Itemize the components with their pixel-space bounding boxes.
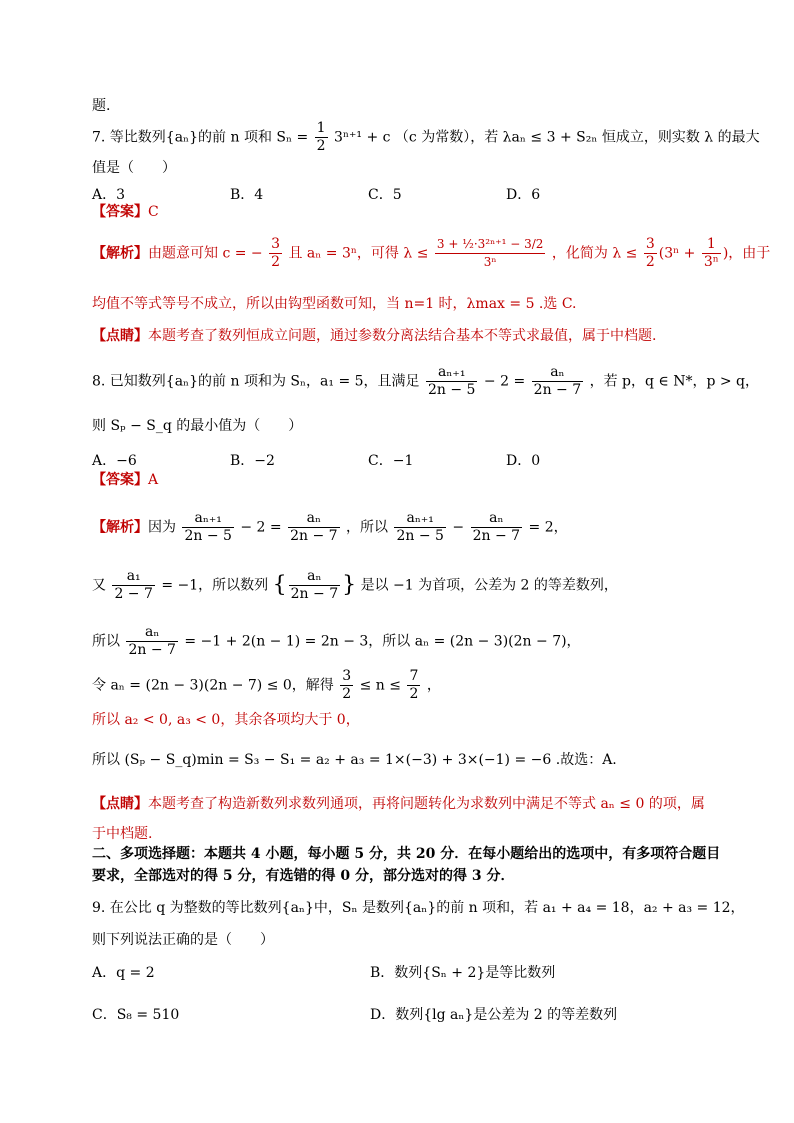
- answer-value: A: [148, 472, 159, 488]
- q8-dianjing-cont: 于中档题.: [92, 826, 153, 842]
- numerator: aₙ: [288, 510, 339, 528]
- explanation-text: 因为: [148, 519, 176, 536]
- option-a[interactable]: A．q = 2: [92, 965, 155, 981]
- fraction: [435, 236, 546, 271]
- dianjing-label: 【点睛】: [92, 328, 148, 344]
- explanation-text: ，化简为 λ ≤: [551, 245, 638, 262]
- explanation-text: = −1 + 2(n − 1) = 2n − 3，所以 aₙ = (2n − 3)(2n − 7)，: [184, 633, 581, 650]
- explanation-label: 【解析】: [92, 245, 148, 262]
- numerator: 1: [316, 120, 326, 136]
- explanation-text: − 2 =: [240, 519, 282, 536]
- brace-right: }: [342, 572, 357, 598]
- fraction: [702, 236, 721, 271]
- option-b[interactable]: B．数列{Sₙ + 2}是等比数列: [370, 965, 556, 981]
- denominator: 2n − 7: [290, 586, 339, 602]
- q8-text-a: 8. 已知数列{aₙ}的前 n 项和为 Sₙ，a₁ = 5，且满足: [92, 373, 420, 390]
- explanation-text: 由题意可知 c = −: [148, 245, 263, 262]
- q8-stem-cont: 则 Sₚ − S_q 的最小值为（ ）: [92, 418, 303, 434]
- denominator: 2n − 5: [184, 528, 232, 544]
- numerator: 3: [342, 668, 352, 684]
- option-b[interactable]: B．−2: [230, 453, 275, 469]
- fraction: [288, 510, 339, 545]
- explanation-text: −: [452, 519, 465, 536]
- explanation-text: 所以: [92, 633, 120, 650]
- answer-value: C: [148, 204, 159, 220]
- q8-dianjing: [92, 794, 705, 814]
- q7-text-b: 3ⁿ⁺¹ + c （c 为常数），若 λaₙ ≤ 3 + S₂ₙ 恒成立，则实数 λ 的最大: [334, 129, 760, 146]
- q7-explanation: [92, 236, 770, 271]
- explanation-text: 是以 −1 为首项，公差为 2 的等差数列，: [360, 577, 618, 594]
- section-heading-cont: 要求，全部选对的得 5 分，有选错的得 0 分，部分选对的得 3 分．: [92, 868, 515, 884]
- q7-explanation-cont: 均值不等式等号不成立，所以由钩型函数可知，当 n=1 时，λmax = 5 .选 C.: [92, 296, 577, 312]
- fraction: [532, 364, 583, 399]
- option-c[interactable]: C．S₈ = 510: [92, 1007, 180, 1023]
- numerator: aₙ: [532, 364, 583, 382]
- denominator: 2: [271, 254, 281, 270]
- q9-stem-cont: 则下列说法正确的是（ ）: [92, 932, 274, 948]
- q8-explanation-5: 所以 a₂ < 0, a₃ < 0，其余各项均大于 0，: [92, 712, 360, 728]
- option-d[interactable]: D．6: [506, 187, 541, 203]
- explanation-text: = 2，: [528, 519, 568, 536]
- fraction: [126, 624, 177, 659]
- fraction: [426, 364, 477, 399]
- option-a[interactable]: A．−6: [92, 453, 137, 469]
- q7-text-a: 7. 等比数列{aₙ}的前 n 项和 Sₙ =: [92, 129, 313, 146]
- fraction: [644, 236, 657, 271]
- numerator: 1: [702, 236, 721, 254]
- q8-explanation-1: [92, 510, 568, 545]
- fraction: [471, 510, 522, 545]
- numerator: 3: [271, 236, 281, 252]
- explanation-text: )，由于: [722, 245, 771, 262]
- denominator: 2: [316, 138, 326, 154]
- option-b[interactable]: B．4: [230, 187, 264, 203]
- q8-explanation-4: [92, 668, 441, 703]
- fraction: [112, 568, 154, 603]
- explanation-text: 且 aₙ = 3ⁿ，可得 λ ≤: [288, 245, 429, 262]
- fraction: [315, 120, 328, 155]
- brace-left: {: [272, 572, 287, 598]
- denominator: 2: [342, 686, 352, 702]
- q8-stem: [92, 364, 759, 399]
- numerator: 3 + ½·3²ⁿ⁺¹ − 3/2: [435, 236, 546, 254]
- section-heading: 二、多项选择题：本题共 4 小题，每小题 5 分，共 20 分．在每小题给出的选项中，有多项符合题目: [92, 846, 721, 862]
- numerator: 7: [409, 668, 419, 684]
- q8-text-b: − 2 =: [483, 373, 526, 390]
- fraction: [340, 668, 353, 703]
- numerator: a₁: [112, 568, 154, 586]
- option-d[interactable]: D．数列{lg aₙ}是公差为 2 的等差数列: [370, 1007, 618, 1023]
- q8-explanation-6: 所以 (Sₚ − S_q)min = S₃ − S₁ = a₂ + a₃ = 1×(−3) + 3×(−1) = −6 .故选：A.: [92, 752, 617, 768]
- explanation-text: 又: [92, 577, 106, 594]
- numerator: aₙ: [126, 624, 177, 642]
- denominator: 2: [409, 686, 419, 702]
- option-d[interactable]: D．0: [506, 453, 541, 469]
- fraction: [289, 568, 340, 603]
- numerator: aₙ₊₁: [182, 510, 233, 528]
- denominator: 3ⁿ: [483, 255, 497, 269]
- explanation-text: (3ⁿ +: [658, 245, 696, 262]
- numerator: 3: [645, 236, 655, 252]
- explanation-text: 令 aₙ = (2n − 3)(2n − 7) ≤ 0，解得: [92, 677, 334, 694]
- option-c[interactable]: C．5: [368, 187, 402, 203]
- denominator: 2n − 5: [396, 528, 444, 544]
- denominator: 2n − 7: [533, 382, 582, 398]
- q7-dianjing: [92, 326, 656, 346]
- fraction: [407, 668, 420, 703]
- fraction: [182, 510, 233, 545]
- q8-text-c: ，若 p，q ∈ N*，p > q，: [589, 373, 760, 390]
- denominator: 2n − 7: [290, 528, 338, 544]
- numerator: aₙ₊₁: [394, 510, 445, 528]
- denominator: 2 − 7: [114, 586, 153, 602]
- q7-answer: [92, 202, 159, 222]
- fraction: [269, 236, 282, 271]
- explanation-text: ，所以: [346, 519, 389, 536]
- denominator: 2n − 5: [428, 382, 476, 398]
- q7-stem: [92, 120, 760, 155]
- dianjing-label: 【点睛】: [92, 796, 148, 812]
- text-line: 题.: [92, 98, 111, 114]
- numerator: aₙ₊₁: [426, 364, 477, 382]
- q8-explanation-2: [92, 568, 618, 603]
- explanation-text: = −1，所以数列: [161, 577, 269, 594]
- dianjing-text: 本题考查了数列恒成立问题，通过参数分离法结合基本不等式求最值，属于中档题.: [148, 328, 657, 344]
- answer-label: 【答案】: [92, 204, 148, 220]
- q7-stem-cont: 值是（ ）: [92, 160, 176, 176]
- q8-explanation-3: [92, 624, 581, 659]
- answer-label: 【答案】: [92, 472, 148, 488]
- option-c[interactable]: C．−1: [368, 453, 414, 469]
- denominator: 2n − 7: [472, 528, 521, 544]
- denominator: 2: [645, 254, 655, 270]
- numerator: aₙ: [289, 568, 340, 586]
- explanation-text: ，: [426, 677, 441, 694]
- q8-answer: [92, 470, 158, 490]
- denominator: 2n − 7: [128, 642, 176, 658]
- dianjing-text: 本题考查了构造新数列求数列通项，再将问题转化为求数列中满足不等式 aₙ ≤ 0 的项，属: [148, 796, 705, 812]
- denominator: 3ⁿ: [703, 254, 719, 270]
- explanation-label: 【解析】: [92, 519, 148, 536]
- numerator: aₙ: [471, 510, 522, 528]
- q9-stem: 9. 在公比 q 为整数的等比数列{aₙ}中，Sₙ 是数列{aₙ}的前 n 项和，若 a₁ + a₄ = 18，a₂ + a₃ = 12，: [92, 900, 745, 916]
- option-a[interactable]: A．3: [92, 187, 126, 203]
- explanation-text: ≤ n ≤: [359, 677, 402, 694]
- fraction: [394, 510, 445, 545]
